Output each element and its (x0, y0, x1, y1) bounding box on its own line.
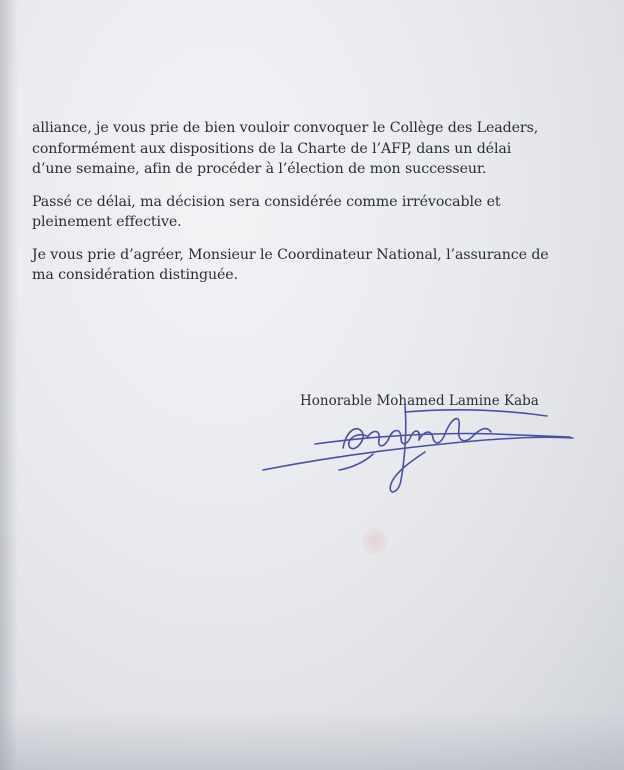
paragraph-convocation: alliance, je vous prie de bien vouloir convoquer le Collège des Leaders, conformément aux dispositions de la Charte de l’AFP, dans un délai d’une semaine, afin de procéder à l’élection de mon successeur. (32, 120, 539, 177)
paper-shadow-left (0, 0, 18, 770)
paper-shadow-bottom (0, 710, 624, 770)
signature-icon (255, 398, 575, 503)
paragraph-closing: Je vous prie d’agréer, Monsieur le Coordinateur National, l’assurance de ma considération distinguée. (32, 246, 549, 283)
signer-name: Honorable Mohamed Lamine Kaba (300, 393, 539, 409)
paper-smudge (362, 528, 388, 554)
paragraph-deadline: Passé ce délai, ma décision sera considérée comme irrévocable et pleinement effective. (32, 193, 501, 230)
letter-body (32, 118, 592, 298)
